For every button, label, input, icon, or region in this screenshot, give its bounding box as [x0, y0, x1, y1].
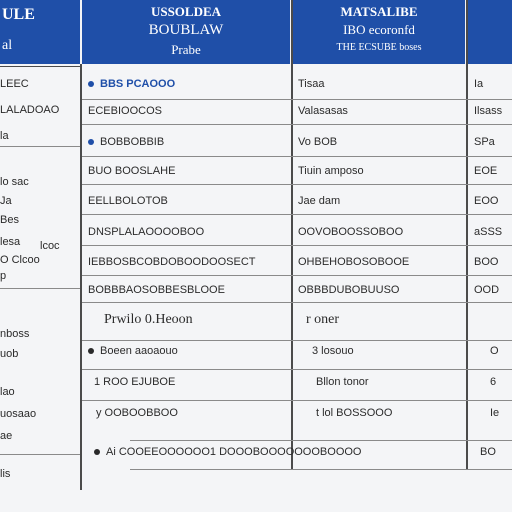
left-label: lo sac	[0, 176, 29, 188]
table-cell: 1 ROO EJUBOE	[94, 376, 176, 388]
header-0-line1: ULE	[2, 6, 35, 23]
row-divider	[0, 66, 80, 67]
header-1-line3: Prabe	[171, 42, 201, 57]
header-cell-2	[293, 0, 465, 64]
table-cell: Valasasas	[298, 105, 348, 117]
table-cell: DNSPLALAOOOOBOO	[88, 226, 205, 238]
column-divider	[80, 64, 82, 490]
table-cell: BUO BOOSLAHE	[88, 165, 176, 177]
row-divider	[130, 440, 512, 441]
table-cell: EOE	[474, 165, 498, 177]
row-divider	[82, 156, 512, 157]
row-divider	[82, 369, 512, 370]
cell-text: BBS PCAOOO	[100, 78, 176, 90]
table-cell: Tiuin amposo	[298, 165, 364, 177]
row-divider	[82, 124, 512, 125]
row-divider	[0, 146, 80, 147]
header-cell-1	[82, 0, 290, 64]
table-cell: t lol BOSSOOO	[316, 407, 393, 419]
table-cell: y OOBOOBBOO	[96, 407, 178, 419]
header-2-line2: IBO ecoronfd	[343, 22, 415, 37]
row-divider	[82, 400, 512, 401]
cell-text: BOBBOBBIB	[100, 136, 165, 148]
table-cell: Bllon tonor	[316, 376, 369, 388]
bullet-icon	[88, 81, 94, 87]
row-divider	[82, 184, 512, 185]
table-cell: ECEBIOOCOS	[88, 105, 162, 117]
table-cell: 3 losouo	[312, 345, 354, 357]
cell-text: Boeen aaoaouo	[100, 345, 178, 357]
table-cell: 6	[490, 376, 497, 388]
left-label: LALADOAO	[0, 104, 60, 116]
table-cell: Jae dam	[298, 195, 341, 207]
table-cell	[88, 345, 286, 357]
table-cell: EOO	[474, 195, 499, 207]
left-label: nboss	[0, 328, 30, 340]
table-cell: BO	[480, 446, 496, 458]
table-cell: Ilsass	[474, 105, 503, 117]
row-divider	[82, 340, 512, 341]
table-cell: Prwilo 0.Heoon	[104, 312, 193, 327]
table-cell: O	[490, 345, 499, 357]
bullet-icon	[88, 139, 94, 145]
row-divider	[82, 275, 512, 276]
table-cell: Tisaa	[298, 78, 325, 90]
cell-text: Ai COOEEOOOOOO1 DOOOBOOOOOOOBOOOO	[106, 446, 362, 458]
table-cell: OOD	[474, 284, 500, 296]
table-cell: Ie	[490, 407, 500, 419]
table-cell: SPa	[474, 136, 495, 148]
table-cell	[88, 78, 286, 90]
left-label: ae	[0, 430, 13, 442]
row-divider	[82, 302, 512, 303]
left-label: Bes	[0, 214, 19, 226]
header-2-line1: MATSALIBE	[340, 4, 418, 19]
table-cell: BOO	[474, 256, 499, 268]
row-divider	[82, 214, 512, 215]
table-cell	[94, 446, 464, 458]
left-label: Ja	[0, 195, 12, 207]
left-label: lcoc	[40, 240, 60, 252]
left-label: lesa	[0, 236, 21, 248]
row-divider	[0, 454, 80, 455]
left-label: LEEC	[0, 78, 29, 90]
left-label: O Clcoo	[0, 254, 40, 266]
table-cell: OBBBDUBOBUUSO	[298, 284, 400, 296]
row-divider	[0, 288, 80, 289]
header-0-line2: al	[2, 38, 13, 53]
table-cell: Ia	[474, 78, 484, 90]
left-label: p	[0, 270, 7, 282]
left-label: lis	[0, 468, 11, 480]
row-divider	[82, 245, 512, 246]
table-cell: OHBEHOBOSOBOOE	[298, 256, 410, 268]
left-label: lao	[0, 386, 15, 398]
table-cell: aSSS	[474, 226, 503, 238]
table-cell: r oner	[306, 312, 340, 327]
table-cell: OOVOBOOSSOBOO	[298, 226, 404, 238]
left-label: uob	[0, 348, 19, 360]
table-cell	[88, 136, 286, 148]
left-label: uosaao	[0, 408, 37, 420]
header-1-line2: BOUBLAW	[148, 22, 224, 38]
row-divider	[130, 469, 512, 470]
left-label: la	[0, 130, 9, 142]
header-2-line3: THE ECSUBE boses	[336, 42, 422, 53]
header-cell-0	[0, 0, 80, 64]
bullet-icon	[88, 348, 94, 354]
bullet-icon	[94, 449, 100, 455]
row-divider	[82, 99, 512, 100]
header-cell-3	[468, 0, 512, 64]
table-cell: BOBBBAOSOBBESBLOOE	[88, 284, 225, 296]
table-cell: Vo BOB	[298, 136, 338, 148]
header-1-line1: USSOLDEA	[150, 4, 222, 19]
table-cell: EELLBOLOTOB	[88, 195, 168, 207]
table-cell: IEBBOSBCOBDOBOODOOSECT	[88, 256, 256, 268]
